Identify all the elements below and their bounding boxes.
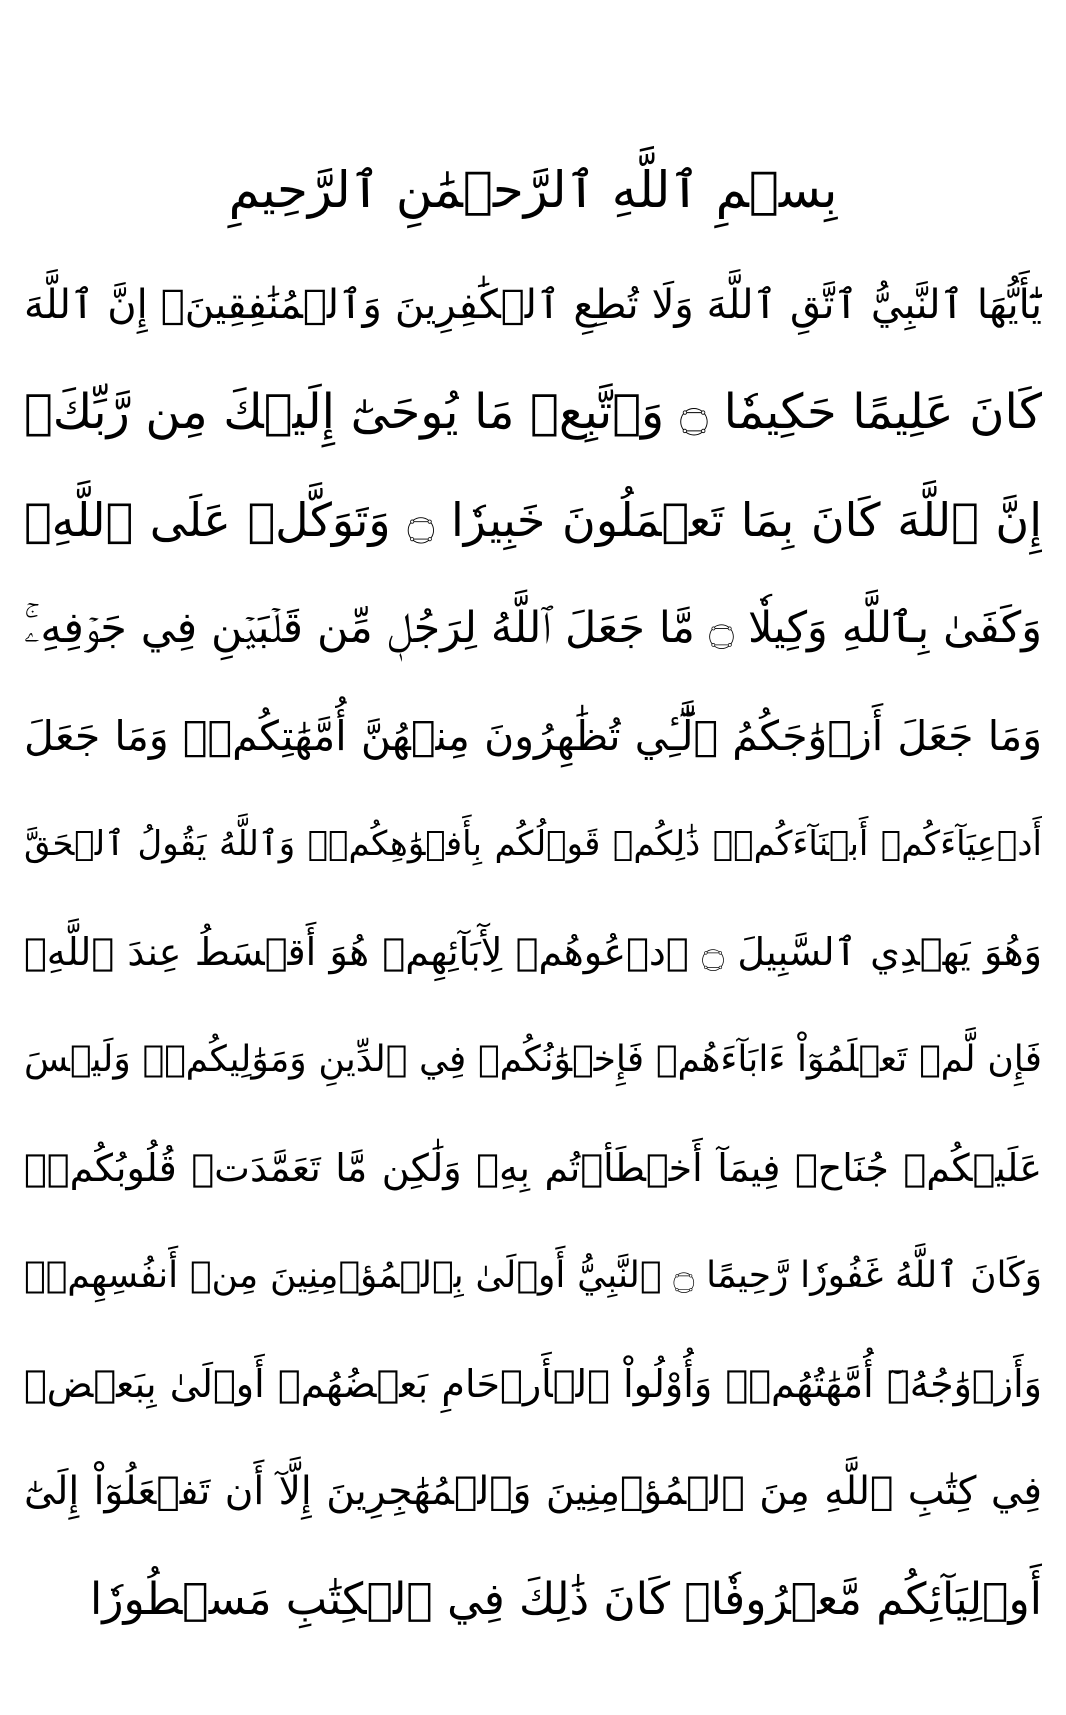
- text-line-9: عَلَيۡكُمۡ جُنَاحٞ فِيمَآ أَخۡطَأۡتُم بِهِۦ وَلَٰكِن مَّا تَعَمَّدَتۡ قُلُوبُكُمۡۚ: [24, 1146, 1042, 1190]
- text-line-10: وَكَانَ ٱللَّهُ غَفُورٗا رَّحِيمًا ۝ ٱلنَّبِيُّ أَوۡلَىٰ بِٱلۡمُؤۡمِنِينَ مِنۡ أَنفُسِهِمۡۖ: [24, 1255, 1042, 1296]
- text-line-3: إِنَّ ٱللَّهَ كَانَ بِمَا تَعۡمَلُونَ خَبِيرٗا ۝ وَتَوَكَّلۡ عَلَى ٱللَّهِۚ: [24, 493, 1042, 547]
- basmala: بِسۡمِ ٱللَّهِ ٱلرَّحۡمَٰنِ ٱلرَّحِيمِ: [228, 161, 838, 219]
- text-line-11: وَأَزۡوَٰجُهُۥٓ أُمَّهَٰتُهُمۡۗ وَأُوْلُواْ ٱلۡأَرۡحَامِ بَعۡضُهُمۡ أَوۡلَىٰ بِبَعۡضٖ: [24, 1362, 1042, 1406]
- text-line-13: أَوۡلِيَآئِكُم مَّعۡرُوفٗاۚ كَانَ ذَٰلِكَ فِي ٱلۡكِتَٰبِ مَسۡطُورٗا: [90, 1574, 1042, 1625]
- text-line-7: وَهُوَ يَهۡدِي ٱلسَّبِيلَ ۝ ٱدۡعُوهُمۡ لِأٓبَآئِهِمۡ هُوَ أَقۡسَطُ عِندَ ٱللَّهِۚ: [24, 930, 1042, 974]
- text-line-5: وَمَا جَعَلَ أَزۡوَٰجَكُمُ ٱلَّٰٓـِٔي تُظَٰهِرُونَ مِنۡهُنَّ أُمَّهَٰتِكُمۡۚ وَمَا جَعَلَ: [24, 712, 1042, 760]
- text-line-12: فِي كِتَٰبِ ٱللَّهِ مِنَ ٱلۡمُؤۡمِنِينَ وَٱلۡمُهَٰجِرِينَ إِلَّآ أَن تَفۡعَلُوٓاْ إِلَىٰٓ: [24, 1469, 1042, 1514]
- text-line-6: أَدۡعِيَآءَكُمۡ أَبۡنَآءَكُمۡۚ ذَٰلِكُمۡ قَوۡلُكُم بِأَفۡوَٰهِكُمۡۖ وَٱللَّهُ يَقُولُ ٱلۡحَقَّ: [24, 824, 1042, 864]
- text-line-8: فَإِن لَّمۡ تَعۡلَمُوٓاْ ءَابَآءَهُمۡ فَإِخۡوَٰنُكُمۡ فِي ٱلدِّينِ وَمَوَٰلِيكُمۡۚ وَلَيۡسَ: [24, 1039, 1042, 1080]
- text-line-1: يَٰٓأَيُّهَا ٱلنَّبِيُّ ٱتَّقِ ٱللَّهَ وَلَا تُطِعِ ٱلۡكَٰفِرِينَ وَٱلۡمُنَٰفِقِينَۚ إِنَّ ٱللَّهَ: [24, 282, 1042, 328]
- text-line-2: كَانَ عَلِيمًا حَكِيمٗا ۝ وَٱتَّبِعۡ مَا يُوحَىٰٓ إِلَيۡكَ مِن رَّبِّكَۚ: [24, 384, 1042, 440]
- text-line-4: وَكَفَىٰ بِٱللَّهِ وَكِيلٗا ۝ مَّا جَعَلَ ٱللَّهُ لِرَجُلٖ مِّن قَلۡبَيۡنِ فِي جَوۡفِهِۦۚ: [24, 603, 1042, 653]
